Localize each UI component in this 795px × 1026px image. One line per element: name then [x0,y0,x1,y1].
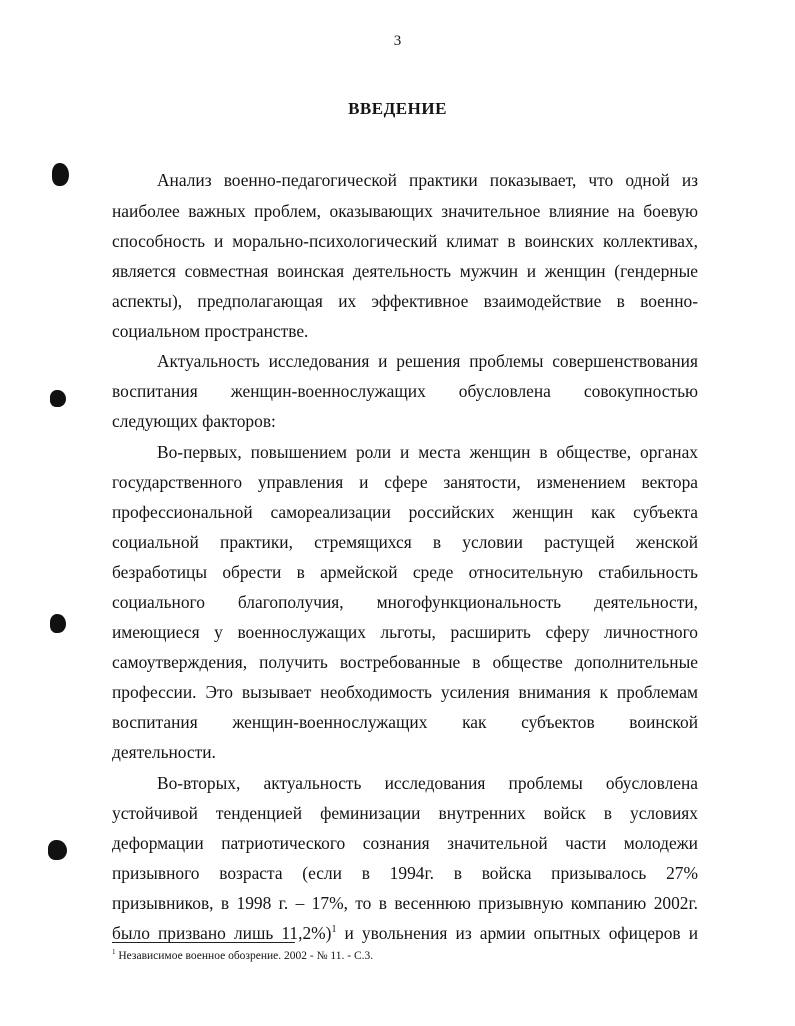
text-line: социальной практики, стремящихся в условии растущей женской [112,532,698,552]
text-line: призывного возраста (если в 1994г. в войска призывалось 27% [112,863,698,883]
text-line: профессии. Это вызывает необходимость усиления внимания к проблемам [112,682,698,702]
text-line: профессиональной самореализации российских женщин как субъекта [112,502,698,522]
footnote [112,950,373,962]
text-fragment: было призвано лишь 11,2%) [112,923,332,943]
text-line: имеющиеся у военнослужащих льготы, расширить сферу личностного [112,622,698,642]
text-line: Во-вторых, актуальность исследования проблемы обусловлена [157,773,698,793]
text-line: наиболее важных проблем, оказывающих значительное влияние на боевую [112,201,698,221]
text-line: следующих факторов: [112,411,276,431]
text-line: безработицы обрести в армейской среде относительную стабильность [112,562,698,582]
binding-hole-mark [50,390,66,407]
footnote-marker: 1 [112,948,116,956]
text-line: является совместная воинская деятельность мужчин и женщин (гендерные [112,261,698,281]
text-line: социальном пространстве. [112,321,309,341]
text-line: призывников, в 1998 г. – 17%, то в весеннюю призывную компанию 2002г. [112,893,698,913]
footnote-divider [112,942,295,943]
text-line: Анализ военно-педагогической практики показывает, что одной из [157,170,698,190]
text-line: аспекты), предполагающая их эффективное взаимодействие в военно- [112,291,698,311]
text-line: самоутверждения, получить востребованные в обществе дополнительные [112,652,698,672]
text-line: государственного управления и сфере занятости, изменением вектора [112,472,698,492]
text-line: деформации патриотического сознания значительной части молодежи [112,833,698,853]
footnote-marker: 1 [331,924,337,935]
text-line: воспитания женщин-военнослужащих как субъектов воинской [112,712,698,732]
text-line: социального благополучия, многофункциональность деятельности, [112,592,698,612]
page-number: 3 [393,33,402,49]
text-line: устойчивой тенденцией феминизации внутренних войск в условиях [112,803,698,823]
footnote-text: Независимое военное обозрение. 2002 - № 11. - С.3. [115,950,374,962]
text-line-with-footnote [112,923,698,943]
text-fragment: и увольнения из армии опытных офицеров и [336,923,698,943]
text-line: способность и морально-психологический климат в воинских коллективах, [112,231,698,251]
page-title: ВВЕДЕНИЕ [348,99,447,118]
text-line: деятельности. [112,742,216,762]
text-line: Актуальность исследования и решения проблемы совершенствования [157,351,698,371]
text-line: Во-первых, повышением роли и места женщин в обществе, органах [157,442,698,462]
text-line: воспитания женщин-военнослужащих обусловлена совокупностью [112,381,698,401]
binding-hole-mark [52,163,69,186]
binding-hole-mark [50,614,66,633]
binding-hole-mark [48,840,67,860]
